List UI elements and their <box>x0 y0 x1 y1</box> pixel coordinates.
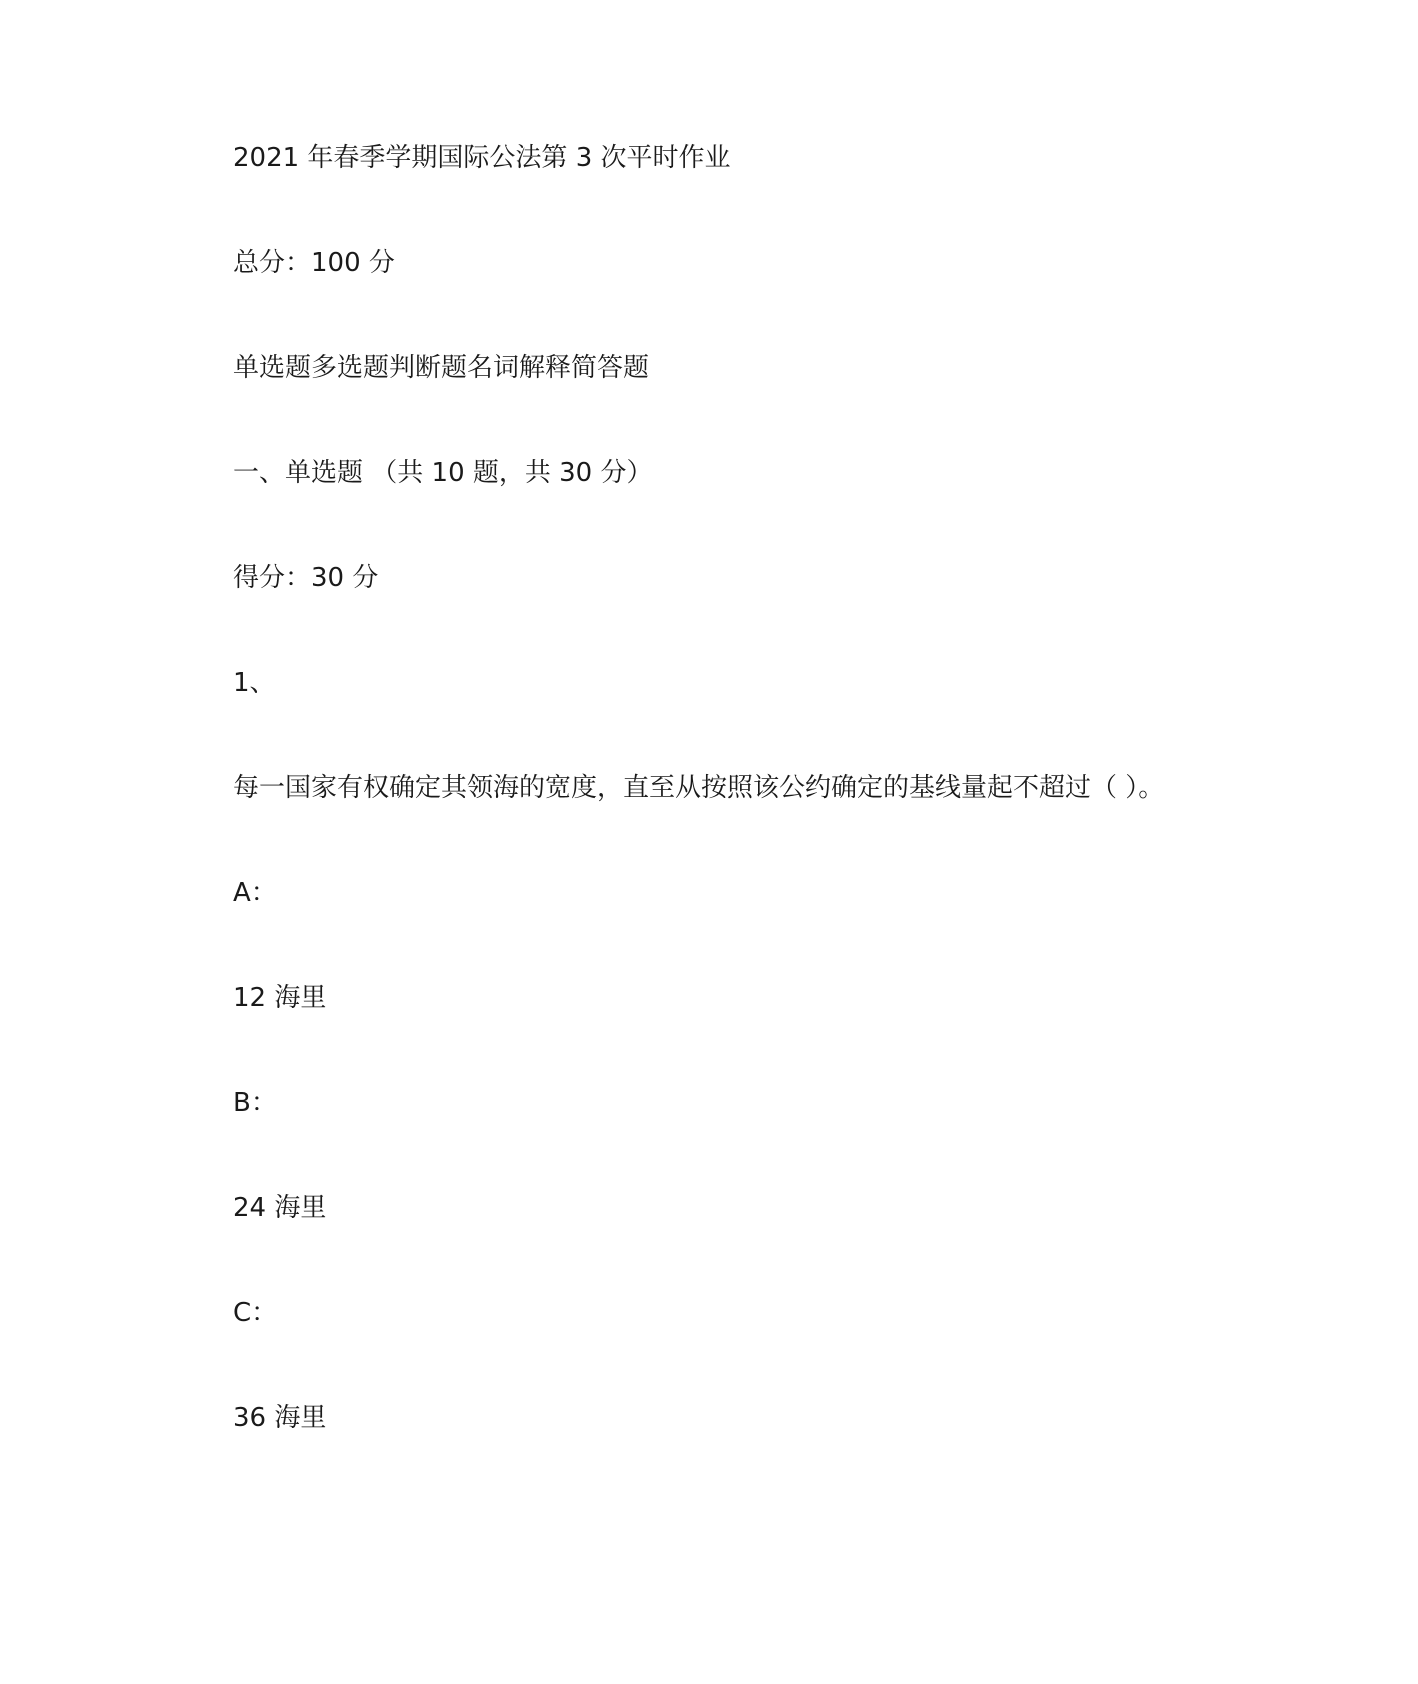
question-text: 每一国家有权确定其领海的宽度，直至从按照该公约确定的基线量起不超过（ ）。 <box>233 773 1165 803</box>
option-a-text: 12 海里 <box>233 983 327 1013</box>
total-score: 总分：100 分 <box>233 248 395 278</box>
option-a-label: A： <box>233 878 277 908</box>
option-b-label: B： <box>233 1088 277 1118</box>
document-title: 2021 年春季学期国际公法第 3 次平时作业 <box>233 143 731 173</box>
option-c-text: 36 海里 <box>233 1403 327 1433</box>
question-types: 单选题多选题判断题名词解释简答题 <box>233 353 650 383</box>
option-b-text: 24 海里 <box>233 1193 327 1223</box>
section-heading: 一、单选题 （共 10 题，共 30 分） <box>233 458 653 488</box>
section-score: 得分：30 分 <box>233 563 379 593</box>
question-number: 1、 <box>233 668 276 698</box>
option-c-label: C： <box>233 1298 278 1328</box>
